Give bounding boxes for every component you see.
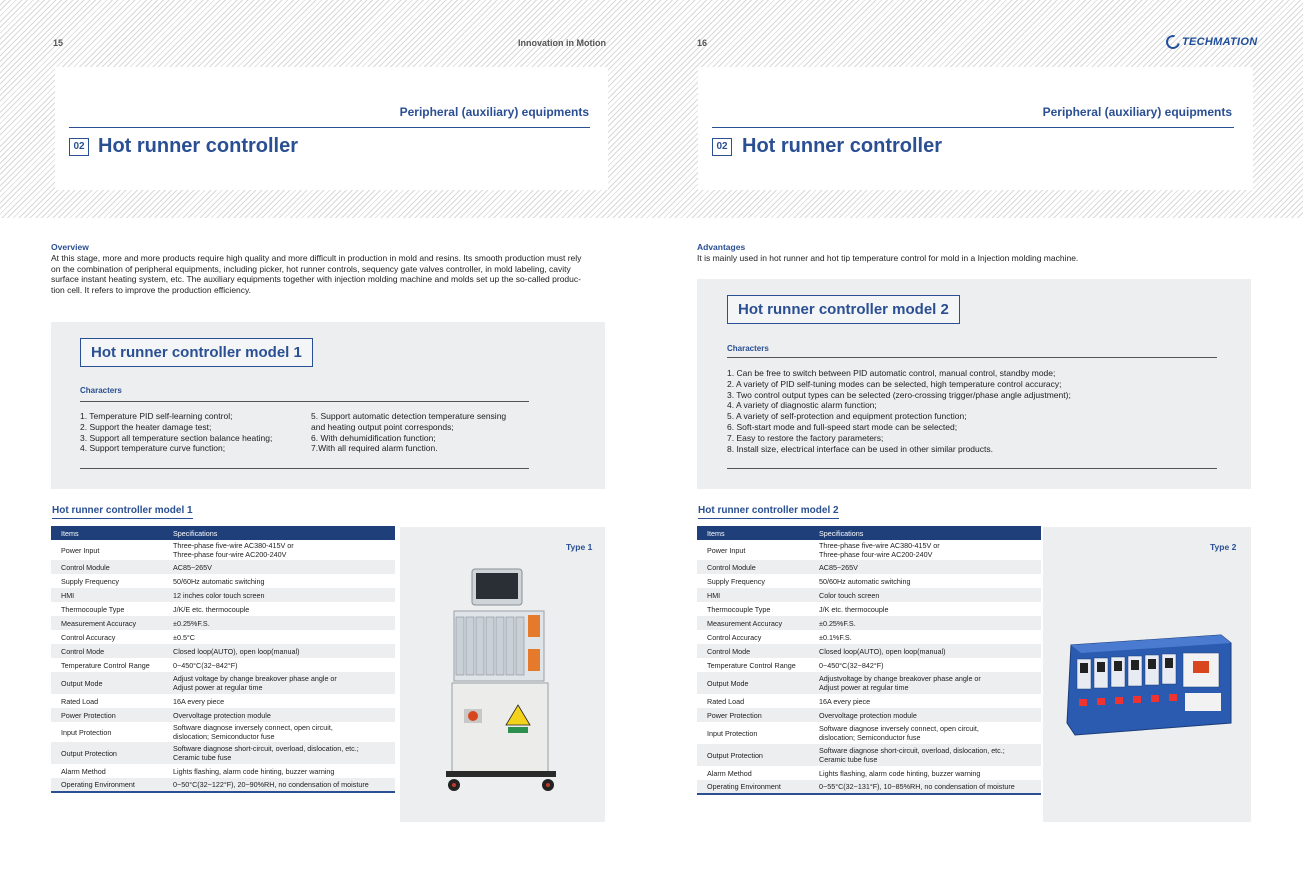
overview-text: At this stage, more and more products require high quality and more difficult in production in mold and resins. Its smooth production must rely on the combination of peripheral equipments, including picker, hot runner controls, sequency gate valves controller, in mold labeling, cavity surface instant heating system, etc. The auxiliary equipments together with injection molding machine and molds set up the so-called produc- tion cell. It refers to improve the production efficiency. xyxy=(51,253,582,295)
spec-item-cell: Supply Frequency xyxy=(707,576,765,586)
section-number: 02 xyxy=(712,138,732,156)
table-row xyxy=(51,742,395,764)
table-row xyxy=(697,780,1041,794)
spec-item-cell: Operating Environment xyxy=(697,780,809,794)
table-row xyxy=(697,574,1041,588)
table-row xyxy=(697,694,1041,708)
spec-value-cell: Lights flashing, alarm code hinting, buzzer warning xyxy=(173,766,335,776)
table-row xyxy=(51,694,395,708)
spec-value-cell: 0~55°C(32~131°F), 10~85%RH, no condensation of moisture xyxy=(809,780,1041,794)
spec-item-cell: Output Protection xyxy=(697,744,809,766)
spec-item-cell: HMI xyxy=(51,588,163,602)
table-row xyxy=(51,602,395,616)
header-card-right xyxy=(698,67,1253,190)
spec-item-cell: Thermocouple Type xyxy=(707,604,771,614)
product-image-panel-type2 xyxy=(1043,527,1251,822)
product-image-panel-type1 xyxy=(400,527,605,822)
spec-item-cell: Input Protection xyxy=(61,727,112,737)
table-row xyxy=(51,644,395,658)
characters-label: Characters xyxy=(727,344,769,353)
spec-value-cell: AC85~265V xyxy=(809,560,1041,574)
table-row xyxy=(697,588,1041,602)
spec-value-cell: Color touch screen xyxy=(809,588,1041,602)
column-header: Specifications xyxy=(809,526,1041,540)
spec-value-cell: Closed loop(AUTO), open loop(manual) xyxy=(809,644,1041,658)
table-row xyxy=(51,588,395,602)
spec-value-cell: J/K etc. thermocouple xyxy=(819,604,889,614)
table-row xyxy=(697,766,1041,780)
section-title: Peripheral (auxiliary) equipments xyxy=(1042,105,1232,119)
spec-item-cell: Power Protection xyxy=(697,708,809,722)
logo-swirl-icon xyxy=(1163,32,1182,51)
table-row xyxy=(51,574,395,588)
spec-item-cell: Temperature Control Range xyxy=(61,660,150,670)
spec-value-cell: 12 inches color touch screen xyxy=(163,588,395,602)
table-row xyxy=(51,764,395,778)
page-number-right: 16 xyxy=(697,38,708,48)
page-title: Hot runner controller xyxy=(742,135,943,157)
spec-item-cell: Output Protection xyxy=(51,742,163,764)
type-label: Type 2 xyxy=(1210,542,1237,552)
spec-item-cell: Input Protection xyxy=(707,728,758,738)
table-row xyxy=(51,560,395,574)
table-row xyxy=(697,630,1041,644)
spec-item-cell: Temperature Control Range xyxy=(707,660,796,670)
characters-list: 1. Can be free to switch between PID automatic control, manual control, standby mode; 2. A variety of PID self-tuning modes can be selected, high temperature control accuracy; 3. Two control output types can be selected (zero-crossing trigger/phase angle adjustment); 4. A variety of diagnostic alarm function; 5. A variety of self-protection and equipment protection function; 6. Soft-start mode and full-speed start mode can be selected; 7. Easy to restore the factory parameters; 8. Install size, electrical interface can be used in other similar products. xyxy=(727,368,1071,454)
techmation-logo: TECHMATION xyxy=(1166,35,1258,49)
spec-item-cell: Control Accuracy xyxy=(61,632,116,642)
spec-item-cell: Alarm Method xyxy=(61,766,106,776)
spec-value-cell: J/K/E etc. thermocouple xyxy=(173,604,250,614)
table-row xyxy=(697,644,1041,658)
table-row xyxy=(697,722,1041,744)
table-row xyxy=(697,560,1041,574)
section-number: 02 xyxy=(69,138,89,156)
spec-item-cell: HMI xyxy=(697,588,809,602)
spec-value-cell: 16A every piece xyxy=(173,696,225,706)
spec-item-cell: Power Input xyxy=(707,545,746,555)
spec-value-cell: 16A every piece xyxy=(819,696,871,706)
spec-item-cell: Rated Load xyxy=(61,696,99,706)
characters-label: Characters xyxy=(80,386,122,395)
spec-item-cell: Output Mode xyxy=(697,672,809,694)
section-title: Peripheral (auxiliary) equipments xyxy=(399,105,589,119)
model2-title: Hot runner controller model 2 xyxy=(727,295,960,324)
divider xyxy=(712,127,1234,128)
table-row xyxy=(51,630,395,644)
table-title: Hot runner controller model 2 xyxy=(698,505,839,519)
table-row xyxy=(697,708,1041,722)
spec-value-cell: Software diagnose inversely connect, open circuit, dislocation; Semiconductor fuse xyxy=(173,723,333,741)
spec-value-cell: 0~450°C(32~842°F) xyxy=(173,660,238,670)
spec-value-cell: 0~450°C(32~842°F) xyxy=(819,660,884,670)
spec-value-cell: Overvoltage protection module xyxy=(163,708,395,722)
spec-value-cell: 50/60Hz automatic switching xyxy=(173,576,265,586)
spec-item-cell: Control Mode xyxy=(51,644,163,658)
table-row xyxy=(51,722,395,742)
spec-item-cell: Control Mode xyxy=(697,644,809,658)
table-row xyxy=(51,708,395,722)
table-title: Hot runner controller model 1 xyxy=(52,505,193,519)
table-row xyxy=(697,602,1041,616)
advantages-label: Advantages xyxy=(697,242,746,252)
model2-characters-panel xyxy=(697,279,1251,489)
table-row xyxy=(697,540,1041,560)
column-header: Items xyxy=(697,526,809,540)
divider xyxy=(727,468,1217,469)
table-row xyxy=(697,672,1041,694)
characters-list-col2: 5. Support automatic detection temperature sensing and heating output point corresponds; 6. With dehumidification function; 7.With all required alarm function. xyxy=(311,411,507,454)
advantages-text: It is mainly used in hot runner and hot tip temperature control for mold in a Injection molding machine. xyxy=(697,253,1079,263)
table-row xyxy=(51,540,395,560)
spec-value-cell: Lights flashing, alarm code hinting, buzzer warning xyxy=(819,768,981,778)
overview-label: Overview xyxy=(51,242,89,252)
spec-value-cell: Closed loop(AUTO), open loop(manual) xyxy=(163,644,395,658)
divider xyxy=(80,468,529,469)
spec-item-cell: Thermocouple Type xyxy=(61,604,125,614)
spec-table-model2 xyxy=(697,526,1041,795)
spec-value-cell: Software diagnose inversely connect, open circuit, dislocation; Semiconductor fuse xyxy=(819,724,979,742)
spec-value-cell: Software diagnose short-circuit, overload, dislocation, etc.; Ceramic tube fuse xyxy=(809,744,1041,766)
spec-value-cell: Overvoltage protection module xyxy=(809,708,1041,722)
spec-value-cell: ±0.5°C xyxy=(173,632,196,642)
model1-title: Hot runner controller model 1 xyxy=(80,338,313,367)
spec-item-cell: Rated Load xyxy=(707,696,745,706)
column-header: Specifications xyxy=(163,526,395,540)
spec-item-cell: Control Accuracy xyxy=(707,632,762,642)
divider xyxy=(80,401,529,402)
cabinet-controller-image xyxy=(438,565,568,805)
characters-list-col1: 1. Temperature PID self-learning control; 2. Support the heater damage test; 3. Support all temperature section balance heating; 4. Support temperature curve function; xyxy=(80,411,273,454)
table-row xyxy=(51,672,395,694)
page-title: Hot runner controller xyxy=(98,135,299,157)
spec-value-cell: ±0.25%F.S. xyxy=(163,616,395,630)
box-controller-image xyxy=(1061,627,1235,745)
table-row xyxy=(697,616,1041,630)
tagline: Innovation in Motion xyxy=(518,38,606,48)
spec-table-model1 xyxy=(51,526,395,793)
spec-value-cell: AC85~265V xyxy=(163,560,395,574)
spec-value-cell: ±0.1%F.S. xyxy=(819,632,852,642)
spec-item-cell: Alarm Method xyxy=(707,768,752,778)
type-label: Type 1 xyxy=(566,542,593,552)
spec-item-cell: Operating Environment xyxy=(51,778,163,792)
spec-value-cell: 50/60Hz automatic switching xyxy=(819,576,911,586)
spec-item-cell: Power Input xyxy=(61,545,100,555)
header-card-left xyxy=(55,67,608,190)
spec-item-cell: Measurement Accuracy xyxy=(51,616,163,630)
spec-value-cell: Adjust voltage by change breakover phase angle or Adjust power at regular time xyxy=(163,672,395,694)
page-number-left: 15 xyxy=(53,38,64,48)
divider xyxy=(727,357,1217,358)
table-row xyxy=(697,658,1041,672)
spec-value-cell: Adjustvoltage by change breakover phase angle or Adjust power at regular time xyxy=(809,672,1041,694)
table-row xyxy=(51,778,395,792)
spec-item-cell: Supply Frequency xyxy=(61,576,119,586)
spec-item-cell: Measurement Accuracy xyxy=(697,616,809,630)
table-row xyxy=(697,744,1041,766)
spec-item-cell: Control Module xyxy=(51,560,163,574)
divider xyxy=(69,127,590,128)
spec-value-cell: Software diagnose short-circuit, overload, dislocation, etc.; Ceramic tube fuse xyxy=(163,742,395,764)
spec-item-cell: Power Protection xyxy=(51,708,163,722)
spec-value-cell: ±0.25%F.S. xyxy=(809,616,1041,630)
spec-item-cell: Output Mode xyxy=(51,672,163,694)
spec-value-cell: 0~50°C(32~122°F), 20~90%RH, no condensation of moisture xyxy=(163,778,395,792)
spec-value-cell: Three-phase five-wire AC380-415V or Three-phase four-wire AC200-240V xyxy=(173,541,294,559)
model1-characters-panel xyxy=(51,322,605,489)
table-row xyxy=(51,658,395,672)
table-row xyxy=(51,616,395,630)
column-header: Items xyxy=(51,526,163,540)
spec-value-cell: Three-phase five-wire AC380-415V or Three-phase four-wire AC200-240V xyxy=(819,541,940,559)
spec-item-cell: Control Module xyxy=(697,560,809,574)
